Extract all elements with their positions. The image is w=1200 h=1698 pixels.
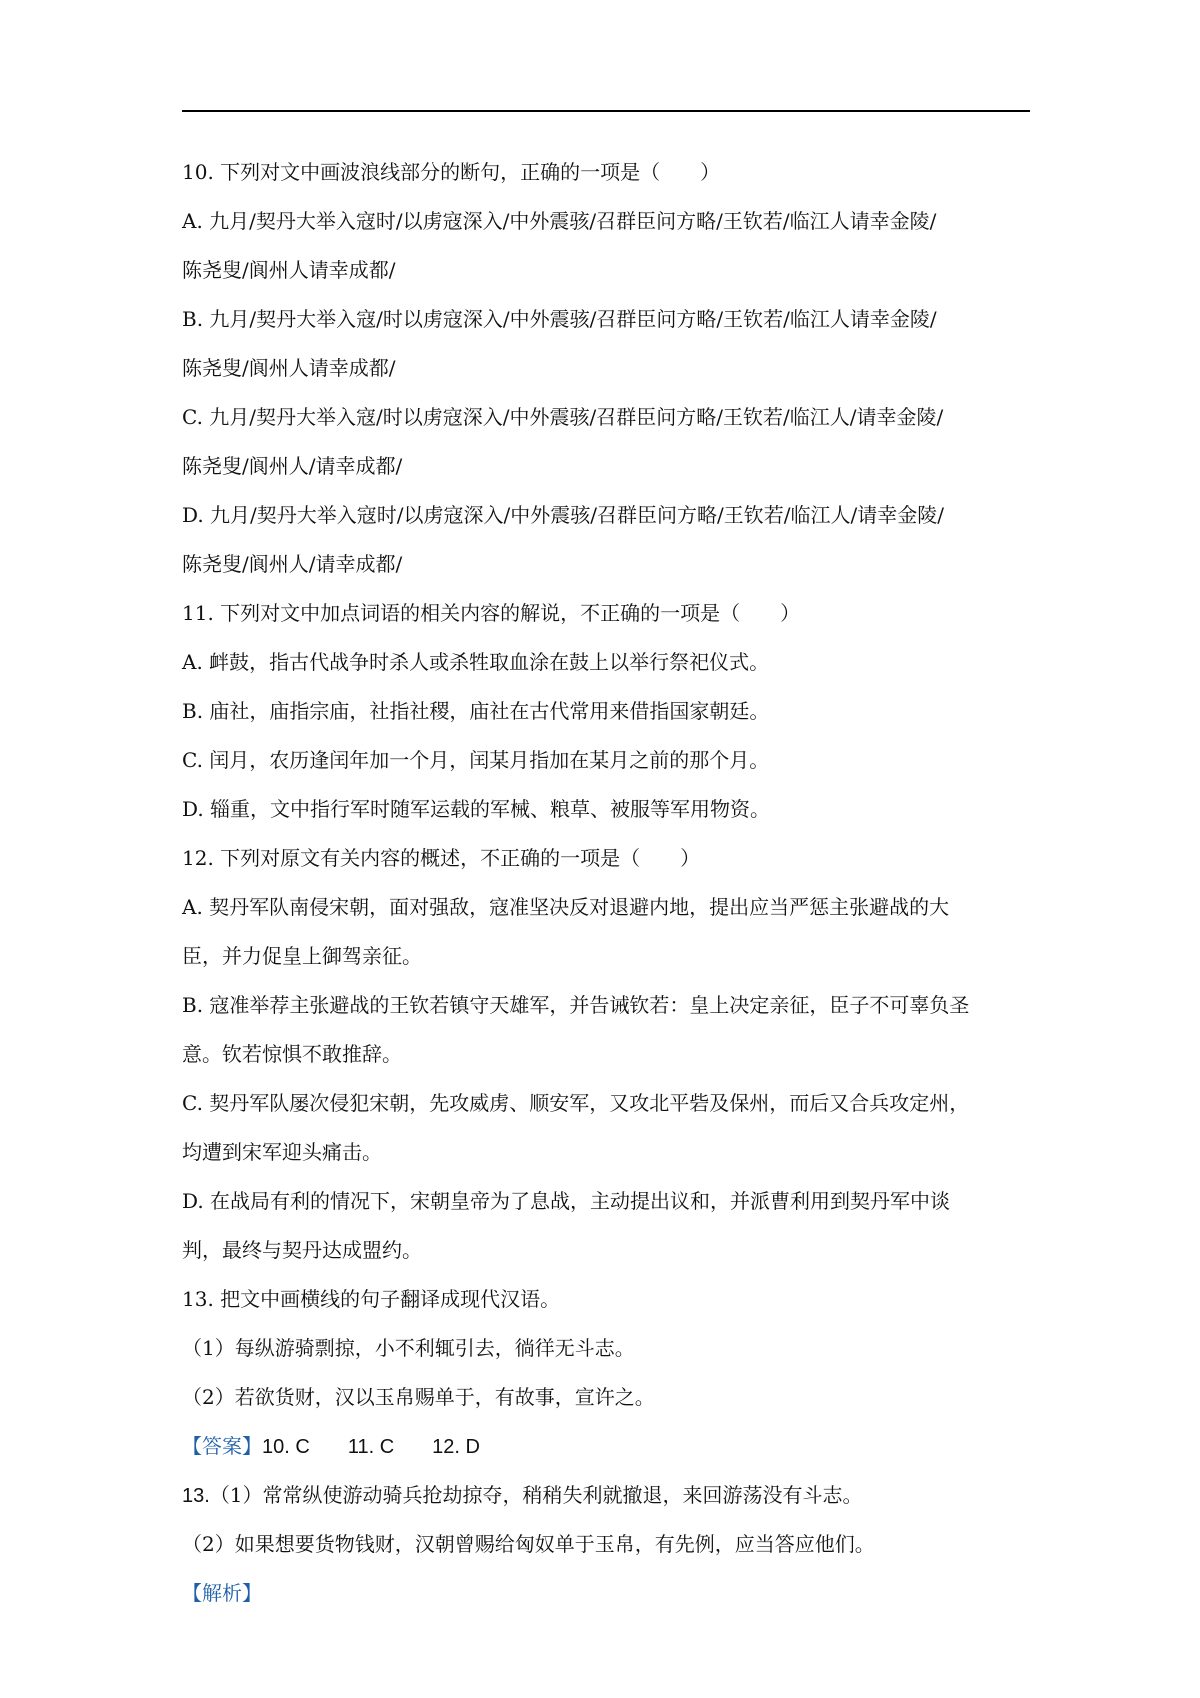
header-rule bbox=[182, 110, 1030, 112]
q10-option-b-line1: B. 九月/契丹大举入寇/时以虏寇深入/中外震骇/召群臣问方略/王钦若/临江人请幸金陵/ bbox=[182, 307, 937, 331]
answer13-line2: （2）如果想要货物钱财，汉朝曾赐给匈奴单于玉帛，有先例，应当答应他们。 bbox=[182, 1532, 875, 1556]
q11-option-b: B. 庙社，庙指宗庙，社指社稷，庙社在古代常用来借指国家朝廷。 bbox=[182, 699, 770, 723]
q12-option-c-line2: 均遭到宋军迎头痛击。 bbox=[182, 1140, 382, 1164]
q10-option-c-line1: C. 九月/契丹大举入寇/时以虏寇深入/中外震骇/召群臣问方略/王钦若/临江人/请幸金陵/ bbox=[182, 405, 944, 429]
q10-stem: 10. 下列对文中画波浪线部分的断句，正确的一项是（ ） bbox=[182, 160, 721, 184]
q10-option-a-line2: 陈尧叟/阆州人请幸成都/ bbox=[182, 258, 396, 282]
answer-item-11: 11. C bbox=[347, 1436, 395, 1458]
q13-stem: 13. 把文中画横线的句子翻译成现代汉语。 bbox=[182, 1287, 561, 1311]
answer-item-12: 12. D bbox=[432, 1436, 480, 1458]
q10-option-a-line1: A. 九月/契丹大举入寇时/以虏寇深入/中外震骇/召群臣问方略/王钦若/临江人请幸金陵/ bbox=[182, 209, 937, 233]
q11-option-d: D. 辎重，文中指行军时随军运载的军械、粮草、被服等军用物资。 bbox=[182, 797, 771, 821]
q11-option-c: C. 闰月，农历逢闰年加一个月，闰某月指加在某月之前的那个月。 bbox=[182, 748, 770, 772]
q11-option-a: A. 衅鼓，指古代战争时杀人或杀牲取血涂在鼓上以举行祭祀仪式。 bbox=[182, 650, 770, 674]
q10-option-c-line2: 陈尧叟/阆州人/请幸成都/ bbox=[182, 454, 403, 478]
answer-item-10: 10. C bbox=[262, 1436, 310, 1458]
q12-option-a-line2: 臣，并力促皇上御驾亲征。 bbox=[182, 944, 422, 968]
answer-line bbox=[182, 1422, 1042, 1471]
q12-option-d-line1: D. 在战局有利的情况下，宋朝皇帝为了息战，主动提出议和，并派曹利用到契丹军中谈 bbox=[182, 1189, 951, 1213]
answer13-line1 bbox=[182, 1471, 1042, 1520]
q12-option-b-line1: B. 寇准举荐主张避战的王钦若镇守天雄军，并告诫钦若：皇上决定亲征，臣子不可辜负圣 bbox=[182, 993, 970, 1017]
analysis-line bbox=[182, 1569, 1042, 1618]
q12-option-b-line2: 意。钦若惊惧不敢推辞。 bbox=[182, 1042, 402, 1066]
q10-option-d-line1: D. 九月/契丹大举入寇时/以虏寇深入/中外震骇/召群臣问方略/王钦若/临江人/请幸金陵/ bbox=[182, 503, 944, 527]
q12-option-c-line1: C. 契丹军队屡次侵犯宋朝，先攻威虏、顺安军，又攻北平砦及保州，而后又合兵攻定州， bbox=[182, 1091, 970, 1115]
q10-option-d-line2: 陈尧叟/阆州人/请幸成都/ bbox=[182, 552, 403, 576]
q12-option-a-line1: A. 契丹军队南侵宋朝，面对强敌，寇准坚决反对退避内地，提出应当严惩主张避战的大 bbox=[182, 895, 950, 919]
answer-tag: 【答案】 bbox=[182, 1434, 262, 1458]
q11-stem: 11. 下列对文中加点词语的相关内容的解说，不正确的一项是（ ） bbox=[182, 601, 801, 625]
analysis-tag: 【解析】 bbox=[182, 1581, 262, 1605]
q12-stem: 12. 下列对原文有关内容的概述，不正确的一项是（ ） bbox=[182, 846, 701, 870]
q12-option-d-line2: 判，最终与契丹达成盟约。 bbox=[182, 1238, 422, 1262]
q10-option-b-line2: 陈尧叟/阆州人请幸成都/ bbox=[182, 356, 396, 380]
q13-item-1: （1）每纵游骑剽掠，小不利辄引去，徜徉无斗志。 bbox=[182, 1336, 635, 1360]
document-body bbox=[182, 148, 1042, 1618]
answer13-number: 13. bbox=[182, 1485, 210, 1507]
q13-item-2: （2）若欲货财，汉以玉帛赐单于，有故事，宣许之。 bbox=[182, 1385, 655, 1409]
answer13-text1: （1）常常纵使游动骑兵抢劫掠夺，稍稍失利就撤退，来回游荡没有斗志。 bbox=[209, 1483, 863, 1507]
